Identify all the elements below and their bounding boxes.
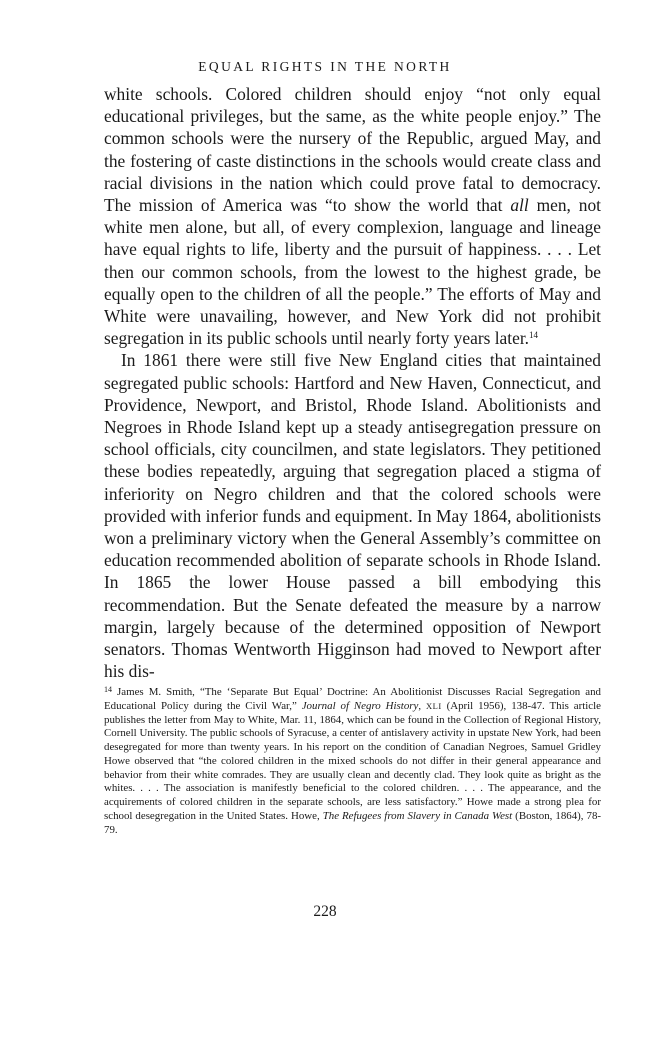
footnote-number: 14	[104, 685, 112, 694]
journal-title: Journal of Negro History	[301, 699, 419, 712]
paragraph: In 1861 there were still five New England cities that maintained segregated public schools: Hartford and New Haven, Connecticut, and Providence, Newport, and Bristol, Rhode Island. Abolitionists and Negroes in Rhode Island kept up a steady antisegregation pressure on school officials, city councilmen, and state legislators. They petitioned these bodies repeatedly, arguing that segregation placed a stigma of inferiority on Negro children and that the colored schools were provided with inferior funds and equipment. In May 1864, abolitionists won a preliminary victory when the General Assembly’s committee on education recommended abolition of separate schools in Rhode Island. In 1865 the lower House passed a bill embodying this recommendation. But the Senate defeated the measure by a narrow margin, largely because of the determined opposition of Newport senators. Thomas Wentworth Higginson had moved to Newport after his dis-	[104, 350, 601, 682]
page-number: 228	[313, 903, 337, 920]
volume-number: XLI	[426, 700, 442, 711]
footnote-text: James M. Smith, “The ‘Separate But Equal’ Doctrine: An Abolitionist Discusses Racial Segregation and Educational Policy during the Civil War,”	[104, 686, 601, 712]
body-text	[104, 83, 601, 682]
running-head: EQUAL RIGHTS IN THE NORTH	[198, 59, 452, 74]
footnote-text: (April 1956), 138-47. This article publishes the letter from May to White, Mar. 11, 1864, which can be found in the Collection of Regional History, Cornell University. The public schools of Syracuse, a center of antislavery activity in upstate New York, had been desegregated for more than twenty years. In his report on the condition of Canadian Negroes, Samuel Gridley Howe observed that “the colored children in the mixed schools do not differ in their general appearance and behavior from their white comrades. They are usually clean and decently clad. They look quite as bright as the whites. . . . The association is manifestly beneficial to the colored children. . . . The appearance, and the acquirements of colored children in the separate schools, are less satisfactory.” Howe made a strong plea for school desegregation in the United States. Howe,	[104, 699, 601, 822]
paragraph	[104, 83, 601, 349]
book-title: The Refugees from Slavery in Canada West	[322, 809, 513, 822]
footnote-reference: 14	[529, 330, 539, 341]
emphasis-text: all	[510, 195, 529, 216]
paragraph-text: white schools. Colored children should enjoy “not only equal educational privileges, but the same, as the white people enjoy.” The common schools were the nursery of the Republic, argued May, and the fostering of caste distinctions in the schools would create class and racial divisions in the nation which could prove fatal to democracy. The mission of America was “to show the world that	[104, 84, 601, 216]
footnote: $^{14}$ James M. Smith, “The ‘Separate But Equal’ Doctrine: An Abolitionist Discusses Racial Segregation and Educational Policy during the Civil War,” Journal of Negro History, XLI (April 1956), 138-47. This article publishes the letter from May to White, Mar. 11, 1864, which can be found in the Collection of Regional History, Cornell University. The public schools of Syracuse, a center of antislavery activity in upstate New York, had been desegregated for more than twenty years. In his report on the condition of Canadian Negroes, Samuel Gridley Howe observed that “the colored children in the mixed schools do not differ in their general appearance and behavior from their white comrades. They are usually clean and decently clad. They look quite as bright as the whites. . . . The association is manifestly beneficial to the colored children. . . . The appearance, and the acquirements of colored children in the separate schools, are less satisfactory.” Howe made a strong plea for school desegregation in the United States. Howe, The Refugees from Slavery in Canada West (Boston, 1864), 78-79.	[104, 685, 602, 836]
paragraph-text: men, not white men alone, but all, of every complexion, language and lineage have equal rights to life, liberty and the pursuit of happiness. . . . Let then our common schools, from the lowest to the highest grade, be equally open to the children of all the people.” The efforts of May and White were unavailing, however, and New York did not prohibit segregation in its public schools until nearly forty years later.	[104, 195, 601, 349]
footnote-text: (Boston, 1864), 78-79.	[104, 809, 602, 836]
